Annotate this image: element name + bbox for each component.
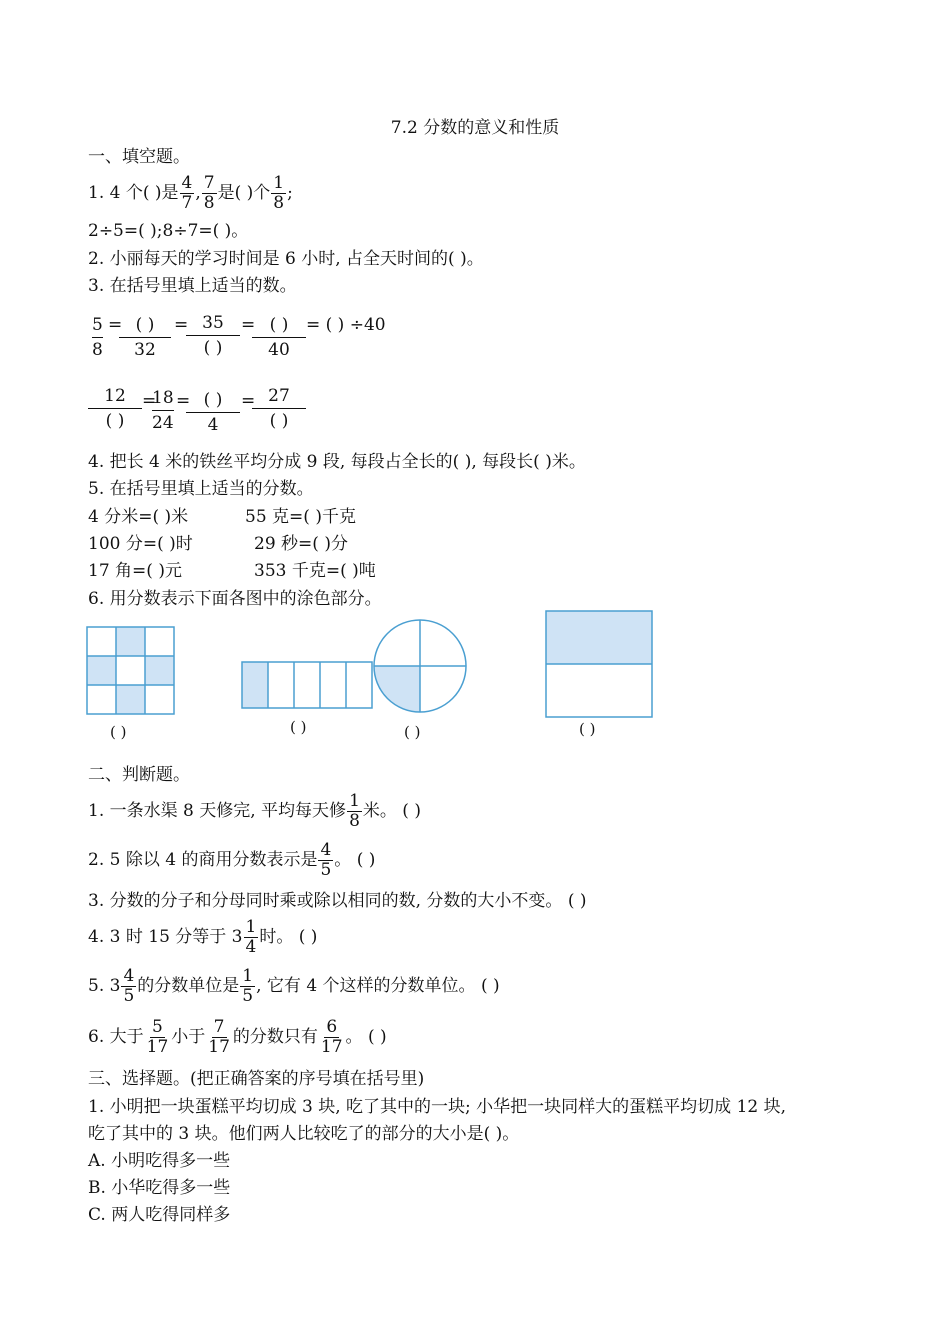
grid-figure xyxy=(87,627,174,714)
figure-answer-blank[interactable]: ( ) xyxy=(110,723,127,741)
fraction: $\frac{7}{8}$ xyxy=(203,173,215,213)
equals-sign: = xyxy=(241,315,256,335)
fraction: 27 ( ) xyxy=(252,384,306,433)
fraction: 18 24 xyxy=(152,388,174,433)
fraction: 12 ( ) xyxy=(88,384,142,433)
equals-sign: = xyxy=(176,391,191,411)
choice-option-b: B. 小华吃得多一些 xyxy=(88,1178,231,1198)
section-2-heading: 二、判断题。 xyxy=(88,765,190,785)
choice-option-a: A. 小明吃得多一些 xyxy=(88,1151,231,1171)
fraction: $\frac{4}{5}$ xyxy=(123,966,135,1006)
figure-answer-blank[interactable]: ( ) xyxy=(404,723,421,741)
section-3-heading: 三、选择题。(把正确答案的序号填在括号里) xyxy=(88,1069,425,1089)
fraction: 5 8 xyxy=(92,315,103,360)
q3-row1-tail: = ( ) ÷40 xyxy=(306,315,386,335)
circle-figure xyxy=(374,620,466,712)
conversion-item: 29 秒=( )分 xyxy=(254,534,348,554)
strip-figure xyxy=(242,662,372,708)
choice-question-1-line-2: 吃了其中的 3 块。他们两人比较吃了的部分的大小是( )。 xyxy=(88,1124,520,1144)
judge-question-2: 2. 5 除以 4 的商用分数表示是 $\frac{4}{5}$ 。 ( ) xyxy=(88,840,376,880)
question-3: 3. 在括号里填上适当的数。 xyxy=(88,276,297,296)
fraction: ( ) 40 xyxy=(252,313,306,362)
question-1b: 2÷5=( );8÷7=( )。 xyxy=(88,221,249,241)
fraction: 35 ( ) xyxy=(186,311,240,360)
page-title: 7.2 分数的意义和性质 xyxy=(390,118,560,138)
question-6: 6. 用分数表示下面各图中的涂色部分。 xyxy=(88,589,382,609)
equals-sign: = xyxy=(241,391,256,411)
judge-question-3: 3. 分数的分子和分母同时乘或除以相同的数, 分数的大小不变。 ( ) xyxy=(88,891,587,911)
choice-question-1-line-1: 1. 小明把一块蛋糕平均切成 3 块, 吃了其中的一块; 小华把一块同样大的蛋糕平均切成 12 块, xyxy=(88,1097,787,1117)
fraction: $\frac{5}{17}$ xyxy=(146,1017,169,1057)
q1a-text-2: 是( )个 xyxy=(217,183,271,203)
question-5: 5. 在括号里填上适当的分数。 xyxy=(88,479,314,499)
conversion-item: 4 分米=( )米 xyxy=(88,507,189,527)
conversion-item: 55 克=( )千克 xyxy=(245,507,356,527)
fraction: ( ) 4 xyxy=(186,388,240,437)
equals-sign: = xyxy=(174,315,189,335)
conversion-item: 100 分=( )时 xyxy=(88,534,193,554)
question-4: 4. 把长 4 米的铁丝平均分成 9 段, 每段占全长的( ), 每段长( )米。 xyxy=(88,452,586,472)
judge-question-4: 4. 3 时 15 分等于 3 $\frac{1}{4}$ 时。 ( ) xyxy=(88,917,318,957)
conversion-item: 353 千克=( )吨 xyxy=(254,561,376,581)
question-1a xyxy=(88,174,293,213)
choice-option-c: C. 两人吃得同样多 xyxy=(88,1205,231,1225)
figure-answer-blank[interactable]: ( ) xyxy=(579,720,596,738)
question-2: 2. 小丽每天的学习时间是 6 小时, 占全天时间的( )。 xyxy=(88,249,484,269)
q1a-text-1: 1. 4 个( )是 xyxy=(88,183,179,203)
fraction: ( ) 32 xyxy=(119,313,171,362)
fraction: $\frac{6}{17}$ xyxy=(320,1017,343,1057)
fraction: $\frac{1}{5}$ xyxy=(242,966,254,1006)
judge-question-1: 1. 一条水渠 8 天修完, 平均每天修 $\frac{1}{8}$ 米。 ( ) xyxy=(88,791,421,831)
fraction: $\frac{7}{17}$ xyxy=(208,1017,230,1057)
fraction: $\frac{4}{7}$ xyxy=(181,173,193,213)
fraction: $\frac{1}{8}$ xyxy=(273,173,285,213)
conversion-item: 17 角=( )元 xyxy=(88,561,182,581)
fraction: $\frac{1}{4}$ xyxy=(245,917,257,957)
q1a-comma: , xyxy=(195,183,201,203)
fraction: $\frac{1}{8}$ xyxy=(349,791,360,831)
figure-answer-blank[interactable]: ( ) xyxy=(290,718,307,736)
judge-question-6: 6. 大于 $\frac{5}{17}$ 小于 $\frac{7}{17}$ 的分数只有 $\frac{6}{17}$ 。 ( ) xyxy=(88,1017,387,1057)
equals-sign: = xyxy=(142,391,157,411)
judge-question-5: 5. 3 $\frac{4}{5}$ 的分数单位是 $\frac{1}{5}$ , 它有 4 个这样的分数单位。 ( ) xyxy=(88,966,500,1006)
q1a-text-3: ; xyxy=(287,183,293,203)
fraction: $\frac{4}{5}$ xyxy=(320,840,332,880)
section-1-heading: 一、填空题。 xyxy=(88,147,190,167)
rectangle-figure xyxy=(546,611,652,717)
shaded-figures xyxy=(0,600,950,730)
equals-sign: = xyxy=(108,315,123,335)
